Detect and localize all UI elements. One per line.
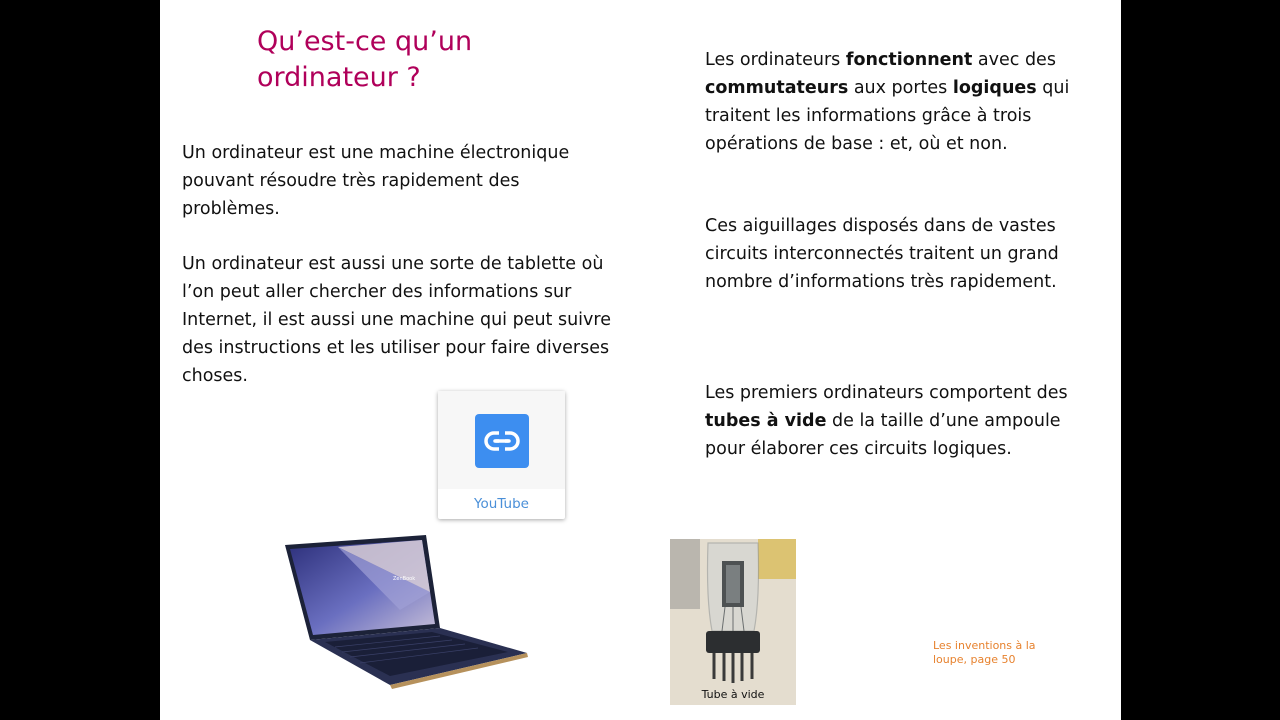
- link-icon: [475, 414, 529, 468]
- bold-term-logiques: logiques: [952, 78, 1037, 98]
- vacuum-tube-image: [670, 539, 796, 705]
- text-run: Les ordinateurs: [705, 50, 846, 70]
- text-run: de la taille d’une ampoule pour élaborer ces circuits logiques.: [705, 411, 1061, 459]
- tube-caption: Tube à vide: [701, 688, 765, 701]
- bold-term-tubes-a-vide: tubes à vide: [705, 411, 827, 431]
- bold-term-fonctionnent: fonctionnent: [845, 50, 973, 70]
- text-run: Les premiers ordinateurs comportent des: [705, 383, 1068, 403]
- bold-term-commutateurs: commutateurs: [705, 78, 849, 98]
- left-paragraph-1: Un ordinateur est une machine électronique pouvant résoudre très rapidement des problèmes.: [182, 143, 570, 219]
- text-run: avec des: [972, 50, 1056, 70]
- right-paragraph-1: [705, 46, 1075, 158]
- link-card-label[interactable]: YouTube: [474, 496, 529, 512]
- slide-title: Qu’est-ce qu’un ordinateur ?: [257, 26, 473, 93]
- link-card-preview: [438, 391, 565, 489]
- text-run: aux portes: [848, 78, 953, 98]
- text-run: qui traitent les informations grâce à trois opérations de base : et, où et non.: [705, 78, 1070, 154]
- laptop-screen-text: ZenBook: [393, 576, 416, 582]
- left-paragraph-2: Un ordinateur est aussi une sorte de tablette où l’on peut aller chercher des informations sur Internet, il est aussi une machine qui peut suivre des instructions et les utiliser pour faire diverses choses.: [182, 254, 611, 386]
- right-paragraph-2: Ces aiguillages disposés dans de vastes circuits interconnectés traitent un grand nombre d’informations très rapidement.: [705, 216, 1059, 292]
- youtube-link-card[interactable]: [438, 391, 565, 519]
- right-paragraph-3: [705, 379, 1075, 463]
- laptop-image: [280, 530, 535, 690]
- slide: [160, 0, 1121, 720]
- source-citation: Les inventions à la loupe, page 50: [933, 639, 1036, 666]
